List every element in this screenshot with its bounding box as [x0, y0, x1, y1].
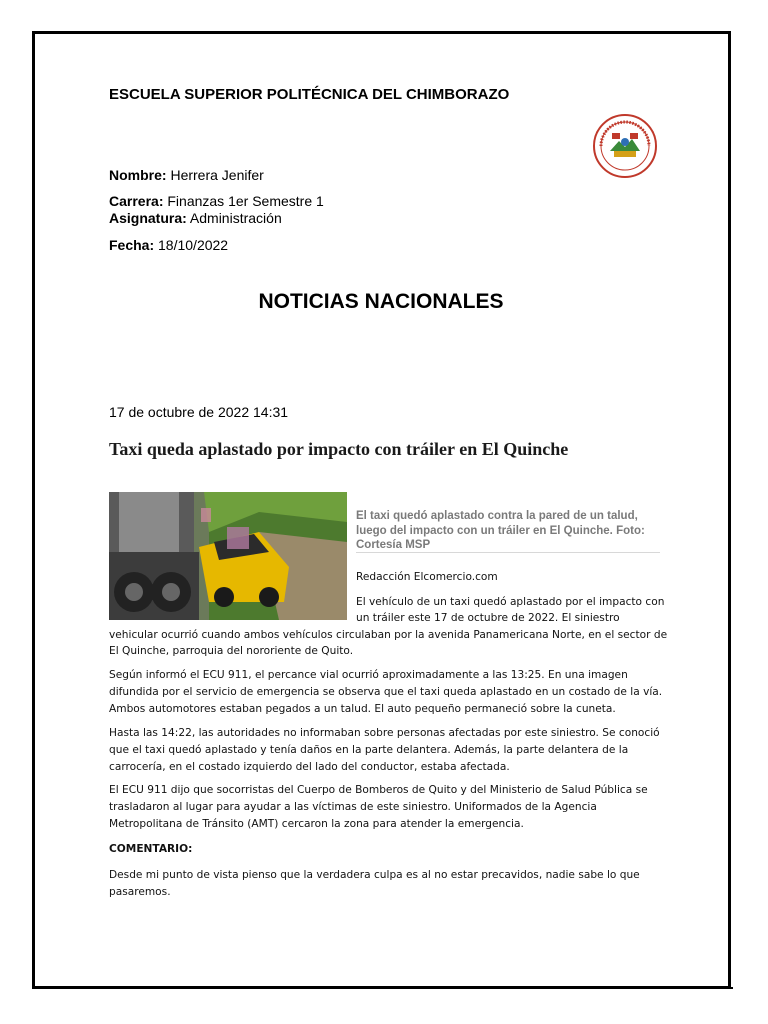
- article-paragraph-1-line-1: El vehículo de un taxi quedó aplastado por el impacto con: [356, 596, 665, 608]
- article-datetime: 17 de octubre de 2022 14:31: [109, 404, 289, 420]
- article-paragraph-2: Según informó el ECU 911, el percance vial ocurrió aproximadamente a las 13:25. En una imagen difundida por el servicio de emergencia se observa que el taxi queda aplastado en un costado de la vía. Ambos automotores estaban pegados a un talud. El auto pequeño permaneció sobre la cuneta.: [109, 669, 663, 715]
- student-date: Fecha: 18/10/2022: [109, 237, 229, 253]
- caption-divider: [356, 552, 660, 553]
- article-paragraph-4: El ECU 911 dijo que socorristas del Cuerpo de Bomberos de Quito y del Ministerio de Salud Pública se trasladaron al lugar para ayudar a las víctimas de este siniestro. Uniformados de la Agencia Metropolitana de Tránsito (AMT) cercaron la zona para atender la emergencia.: [109, 784, 648, 830]
- article-headline: Taxi queda aplastado por impacto con tráiler en El Quinche: [109, 439, 569, 459]
- student-name: Nombre: Herrera Jenifer: [109, 167, 264, 183]
- student-subject: Asignatura: Administración: [109, 210, 282, 226]
- accident-photo: [109, 492, 347, 620]
- photo-caption: El taxi quedó aplastado contra la pared de un talud, luego del impacto con un tráiler en El Quinche. Foto: Cortesía MSP: [356, 510, 645, 551]
- article-paragraph-3: Hasta las 14:22, las autoridades no informaban sobre personas afectadas por este siniestro. Se conoció que el taxi quedó aplastado y tenía daños en la parte delantera. Además, la parte delantera de la carrocería, en el costado izquierdo del lado del conductor, estaba afectada.: [109, 727, 660, 773]
- comment-label: COMENTARIO:: [109, 843, 193, 855]
- page-border-bottom-line: [36, 987, 733, 989]
- article-paragraph-1-line-2: un tráiler este 17 de octubre de 2022. El siniestro: [356, 612, 620, 624]
- article-byline: Redacción Elcomercio.com: [356, 571, 498, 583]
- article-paragraph-1-line-4: El Quinche, parroquia del nororiente de Quito.: [109, 645, 354, 657]
- school-name: ESCUELA SUPERIOR POLITÉCNICA DEL CHIMBORAZO: [109, 86, 510, 103]
- comment-text: Desde mi punto de vista pienso que la verdadera culpa es al no estar precavidos, nadie sabe lo que pasaremos.: [109, 869, 640, 898]
- student-career: Carrera: Finanzas 1er Semestre 1: [109, 193, 324, 209]
- article-paragraph-1-line-3: vehicular ocurrió cuando ambos vehículos circulaban por la avenida Panamericana Norte, en el sector de: [109, 629, 668, 641]
- section-title: NOTICIAS NACIONALES: [258, 290, 504, 313]
- university-seal-logo: [592, 113, 658, 179]
